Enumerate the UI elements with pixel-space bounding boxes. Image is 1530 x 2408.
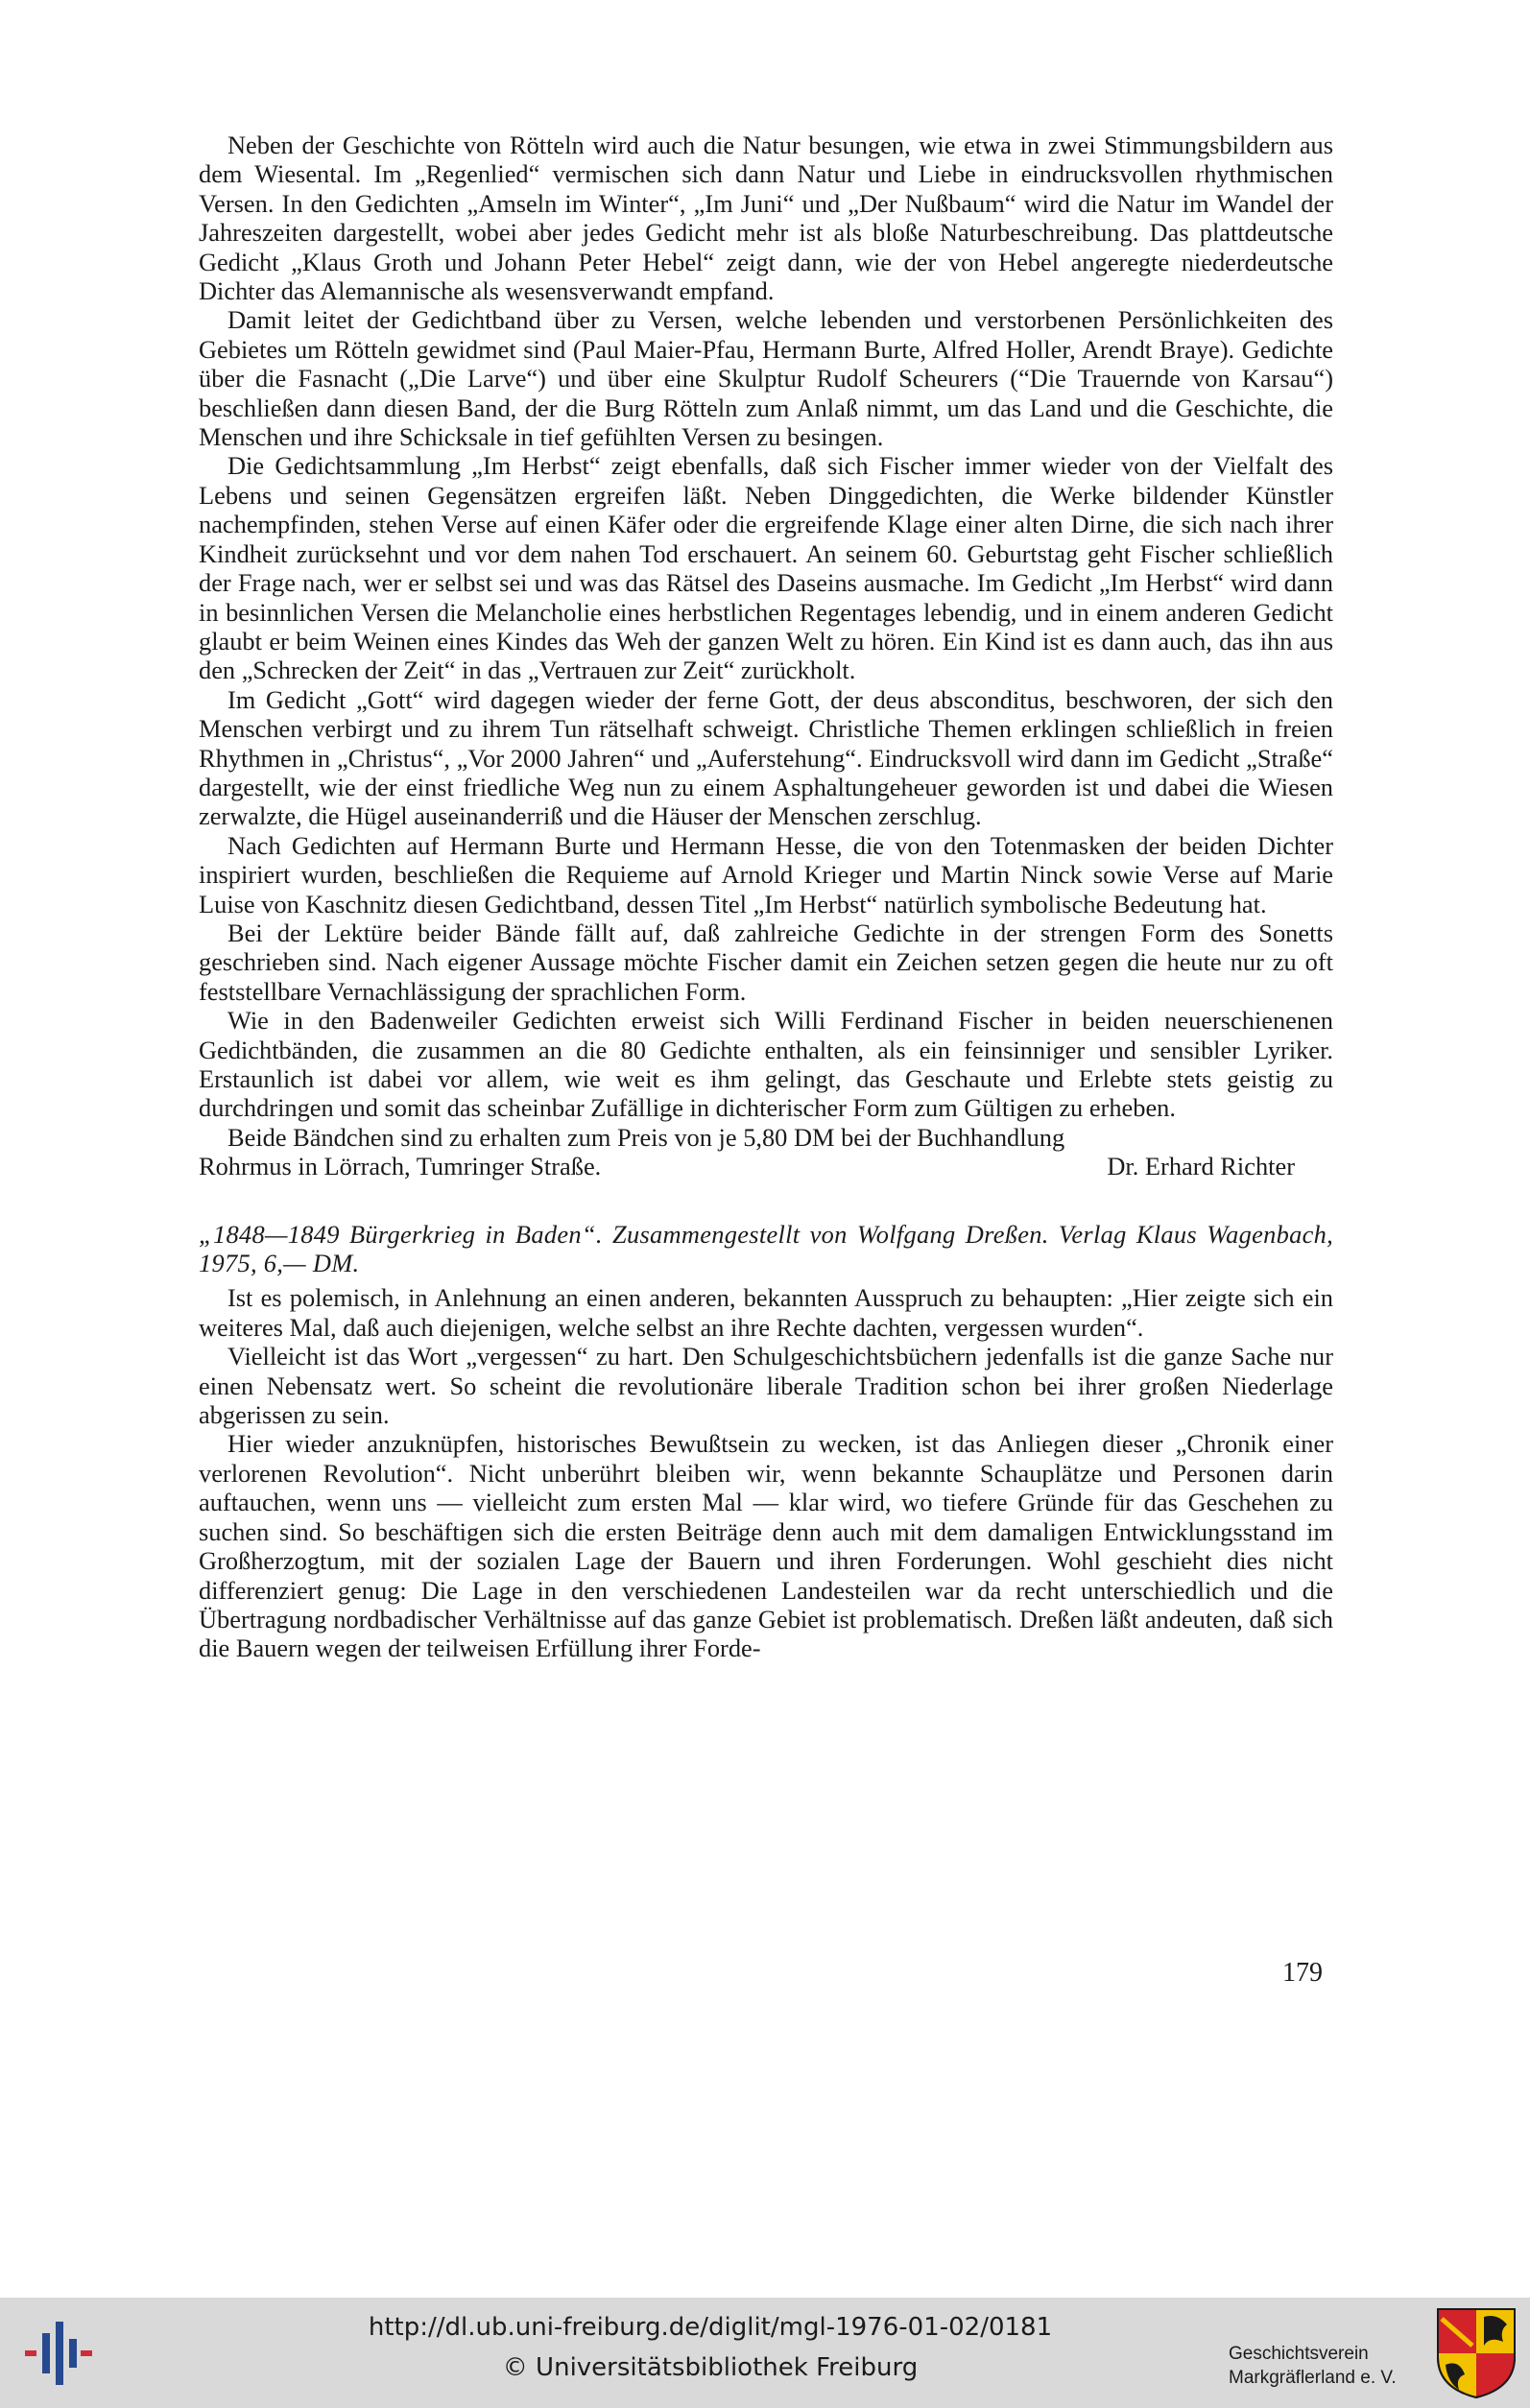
page-number: 179 xyxy=(1282,1958,1323,1988)
paragraph: Bei der Lektüre beider Bände fällt auf, daß zahlreiche Gedichte in der strengen Form des Sonetts geschrieben sind. Nach eigener Aussage möchte Fischer damit ein Zeichen setzen gegen die heute nur zu oft feststellbare Vernachlässigung der sprachlichen Form. xyxy=(199,918,1333,1006)
society-name-line-1: Geschichtsverein xyxy=(1229,2344,1369,2364)
price-line-continued: Rohrmus in Lörrach, Tumringer Straße. xyxy=(199,1152,602,1181)
footer-bar xyxy=(0,2298,1530,2408)
review-paragraph: Vielleicht ist das Wort „vergessen“ zu hart. Den Schulgeschichtsbüchern jedenfalls ist die ganze Sache nur einen Nebensatz wert. So scheint die revolutionäre liberale Tradition schon bei ihrer großen Niederlage abgerissen zu sein. xyxy=(199,1342,1333,1430)
copyright-notice: © Universitätsbibliothek Freiburg xyxy=(502,2353,919,2382)
price-line: Beide Bändchen sind zu erhalten zum Preis von je 5,80 DM bei der Buchhandlung xyxy=(227,1122,1065,1152)
article-text xyxy=(199,131,1333,1663)
paragraph: Die Gedichtsammlung „Im Herbst“ zeigt ebenfalls, daß sich Fischer immer wieder von der Vielfalt des Lebens und seinen Gegensätzen ergreifen läßt. Neben Dinggedichten, die Werke bildender Künstler nachempfinden, stehen Verse auf einen Käfer oder die ergreifende Klage einer alten Dirne, die sich nach ihrer Kindheit zurücksehnt und vor dem nahen Tod erschauert. An seinem 60. Geburtstag geht Fischer schließlich der Frage nach, wer er selbst sei und was das Rätsel des Daseins ausmache. Im Gedicht „Im Herbst“ wird dann in besinnlichen Versen die Melancholie eines herbstlichen Regentages lebendig, und in einem anderen Gedicht glaubt er beim Weinen eines Kindes das Weh der ganzen Welt zu hören. Ein Kind ist es dann auch, das ihn aus den „Schrecken der Zeit“ in das „Vertrauen zur Zeit“ zurückholt. xyxy=(199,451,1333,685)
author-signature: Dr. Erhard Richter xyxy=(1107,1152,1295,1181)
paragraph: Damit leitet der Gedichtband über zu Versen, welche lebenden und verstorbenen Persönlichkeiten des Gebietes um Rötteln gewidmet sind (Paul Maier-Pfau, Hermann Burte, Alfred Holler, Arendt Braye). Gedichte über die Fasnacht („Die Larve“) und über eine Skulptur Rudolf Scheurers (“Die Trauernde von Karsau“) beschließen dann diesen Band, der die Burg Rötteln zum Anlaß nimmt, um das Land und die Geschichte, die Menschen und ihre Schicksale in tief gefühlten Versen zu besingen. xyxy=(199,305,1333,452)
paragraph: Nach Gedichten auf Hermann Burte und Hermann Hesse, die von den Totenmasken der beiden Dichter inspiriert wurden, beschließen die Requieme auf Arnold Krieger und Martin Ninck sowie Verse auf Marie Luise von Kaschnitz diesen Gedichtband, dessen Titel „Im Herbst“ natürlich symbolische Bedeutung hat. xyxy=(199,830,1333,918)
markgraeflerland-crest-icon[interactable] xyxy=(1436,2307,1517,2399)
paragraph: Neben der Geschichte von Rötteln wird auch die Natur besungen, wie etwa in zwei Stimmungsbildern aus dem Wiesental. Im „Regenlied“ vermischen sich dann Natur und Liebe in eindrucksvollen rhythmischen Versen. In den Gedichten „Amseln im Winter“, „Im Juni“ und „Der Nußbaum“ wird die Natur im Wandel der Jahreszeiten dargestellt, wobei aber jedes Gedicht mehr ist als bloße Naturbeschreibung. Das plattdeutsche Gedicht „Klaus Groth und Johann Peter Hebel“ zeigt dann, wie der von Hebel angeregte niederdeutsche Dichter das Alemannische als wesensverwandt empfand. xyxy=(199,131,1333,306)
ub-freiburg-logo-icon[interactable] xyxy=(25,2322,92,2385)
permalink-url[interactable]: http://dl.ub.uni-freiburg.de/diglit/mgl-1976-01-02/0181 xyxy=(368,2313,1053,2342)
society-name-line-2: Markgräflerland e. V. xyxy=(1229,2368,1397,2388)
review-paragraph: Hier wieder anzuknüpfen, historisches Bewußtsein zu wecken, ist das Anliegen dieser „Chronik einer verlorenen Revolution“. Nicht unberührt bleiben wir, wenn bekannte Schauplätze und Personen darin auftauchen, wenn uns — vielleicht zum ersten Mal — klar wird, wo tiefere Gründe für das Geschehen zu suchen sind. So beschäftigen sich die ersten Beiträge denn auch mit dem damaligen Entwicklungsstand im Großherzogtum, mit der sozialen Lage der Bauern und ihren Forderungen. Wohl geschieht dies nicht differenziert genug: Die Lage in den verschiedenen Landesteilen war da recht unterschiedlich und die Übertragung nordbadischer Verhältnisse auf das ganze Gebiet ist problematisch. Dreßen läßt andeuten, daß sich die Bauern wegen der teilweisen Erfüllung ihrer Forde- xyxy=(199,1429,1333,1663)
review-paragraph: Ist es polemisch, in Anlehnung an einen anderen, bekannten Ausspruch zu behaupten: „Hier zeigte sich ein weiteres Mal, daß auch diejenigen, welche selbst an ihre Rechte dachten, vergessen wurden“. xyxy=(199,1283,1333,1342)
signature-line xyxy=(199,1152,1333,1180)
paragraph: Wie in den Badenweiler Gedichten erweist sich Willi Ferdinand Fischer in beiden neuerschienenen Gedichtbänden, die zusammen an die 80 Gedichte enthalten, als ein feinsinniger und sensibler Lyriker. Erstaunlich ist dabei vor allem, wie weit es ihm gelingt, das Geschaute und Erlebte stets geistig zu durchdringen und somit das scheinbar Zufällige in dichterischer Form zum Gültigen zu erheben. xyxy=(199,1006,1333,1123)
paragraph: Im Gedicht „Gott“ wird dagegen wieder der ferne Gott, der deus absconditus, beschworen, der sich den Menschen verbirgt und zu ihrem Tun rätselhaft schweigt. Christliche Themen erklingen schließlich in freien Rhythmen in „Christus“, „Vor 2000 Jahren“ und „Auferstehung“. Eindrucksvoll wird dann im Gedicht „Straße“ dargestellt, wie der einst friedliche Weg nun zu einem Asphaltungeheuer geworden ist und dabei die Wiesen zerwalzte, die Hügel auseinanderriß und die Häuser der Menschen zerschlug. xyxy=(199,684,1333,831)
society-name xyxy=(1229,2342,1449,2390)
review-heading: „1848—1849 Bürgerkrieg in Baden“. Zusammengestellt von Wolfgang Dreßen. Verlag Klaus Wagenbach, 1975, 6,— DM. xyxy=(199,1219,1333,1278)
